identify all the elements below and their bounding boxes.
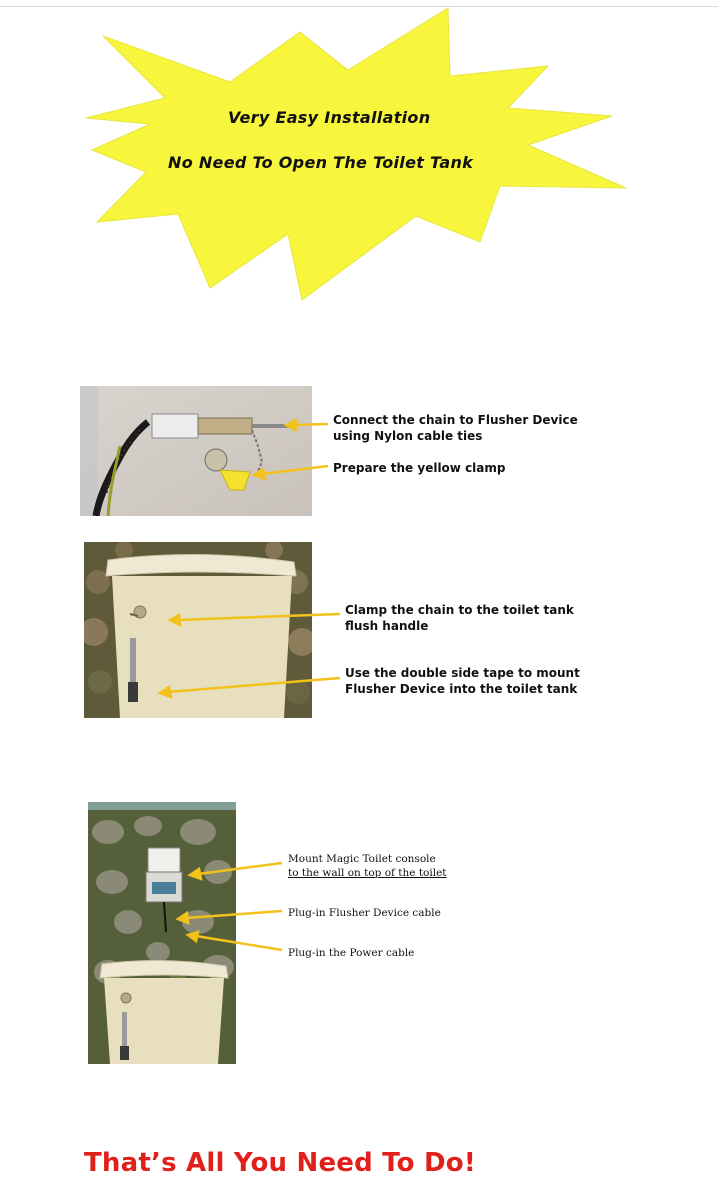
step3-note-console: [288, 852, 447, 880]
banner-line-2: No Need To Open The Toilet Tank: [168, 153, 474, 172]
closing-headline: That’s All You Need To Do!: [84, 1148, 476, 1178]
step3-note-flusher-cable: Plug-in Flusher Device cable: [288, 907, 441, 919]
step3-note-console-line1: Mount Magic Toilet console: [288, 853, 436, 865]
flusher-device-photo: [80, 386, 312, 516]
toilet-tank-photo: [84, 542, 312, 718]
step1-note-connect: [333, 412, 578, 444]
step3-note-console-line2: to the wall on top of the toilet: [288, 867, 447, 879]
step2-note-tape-line1: Use the double side tape to mount: [345, 666, 580, 680]
step3-note-power-cable: Plug-in the Power cable: [288, 947, 415, 959]
step2-note-clamp-chain-line2: flush handle: [345, 619, 429, 633]
step2-note-tape: [345, 665, 580, 697]
step2-note-tape-line2: Flusher Device into the toilet tank: [345, 682, 578, 696]
step2-note-clamp-chain: [345, 602, 574, 634]
step1-note-connect-line1: Connect the chain to Flusher Device: [333, 413, 578, 427]
wall-console-photo: [88, 802, 236, 1064]
step1-note-clamp: Prepare the yellow clamp: [333, 461, 506, 475]
step1-note-connect-line2: using Nylon cable ties: [333, 429, 483, 443]
step2-note-clamp-chain-line1: Clamp the chain to the toilet tank: [345, 603, 574, 617]
banner-line-1: Very Easy Installation: [228, 108, 431, 127]
